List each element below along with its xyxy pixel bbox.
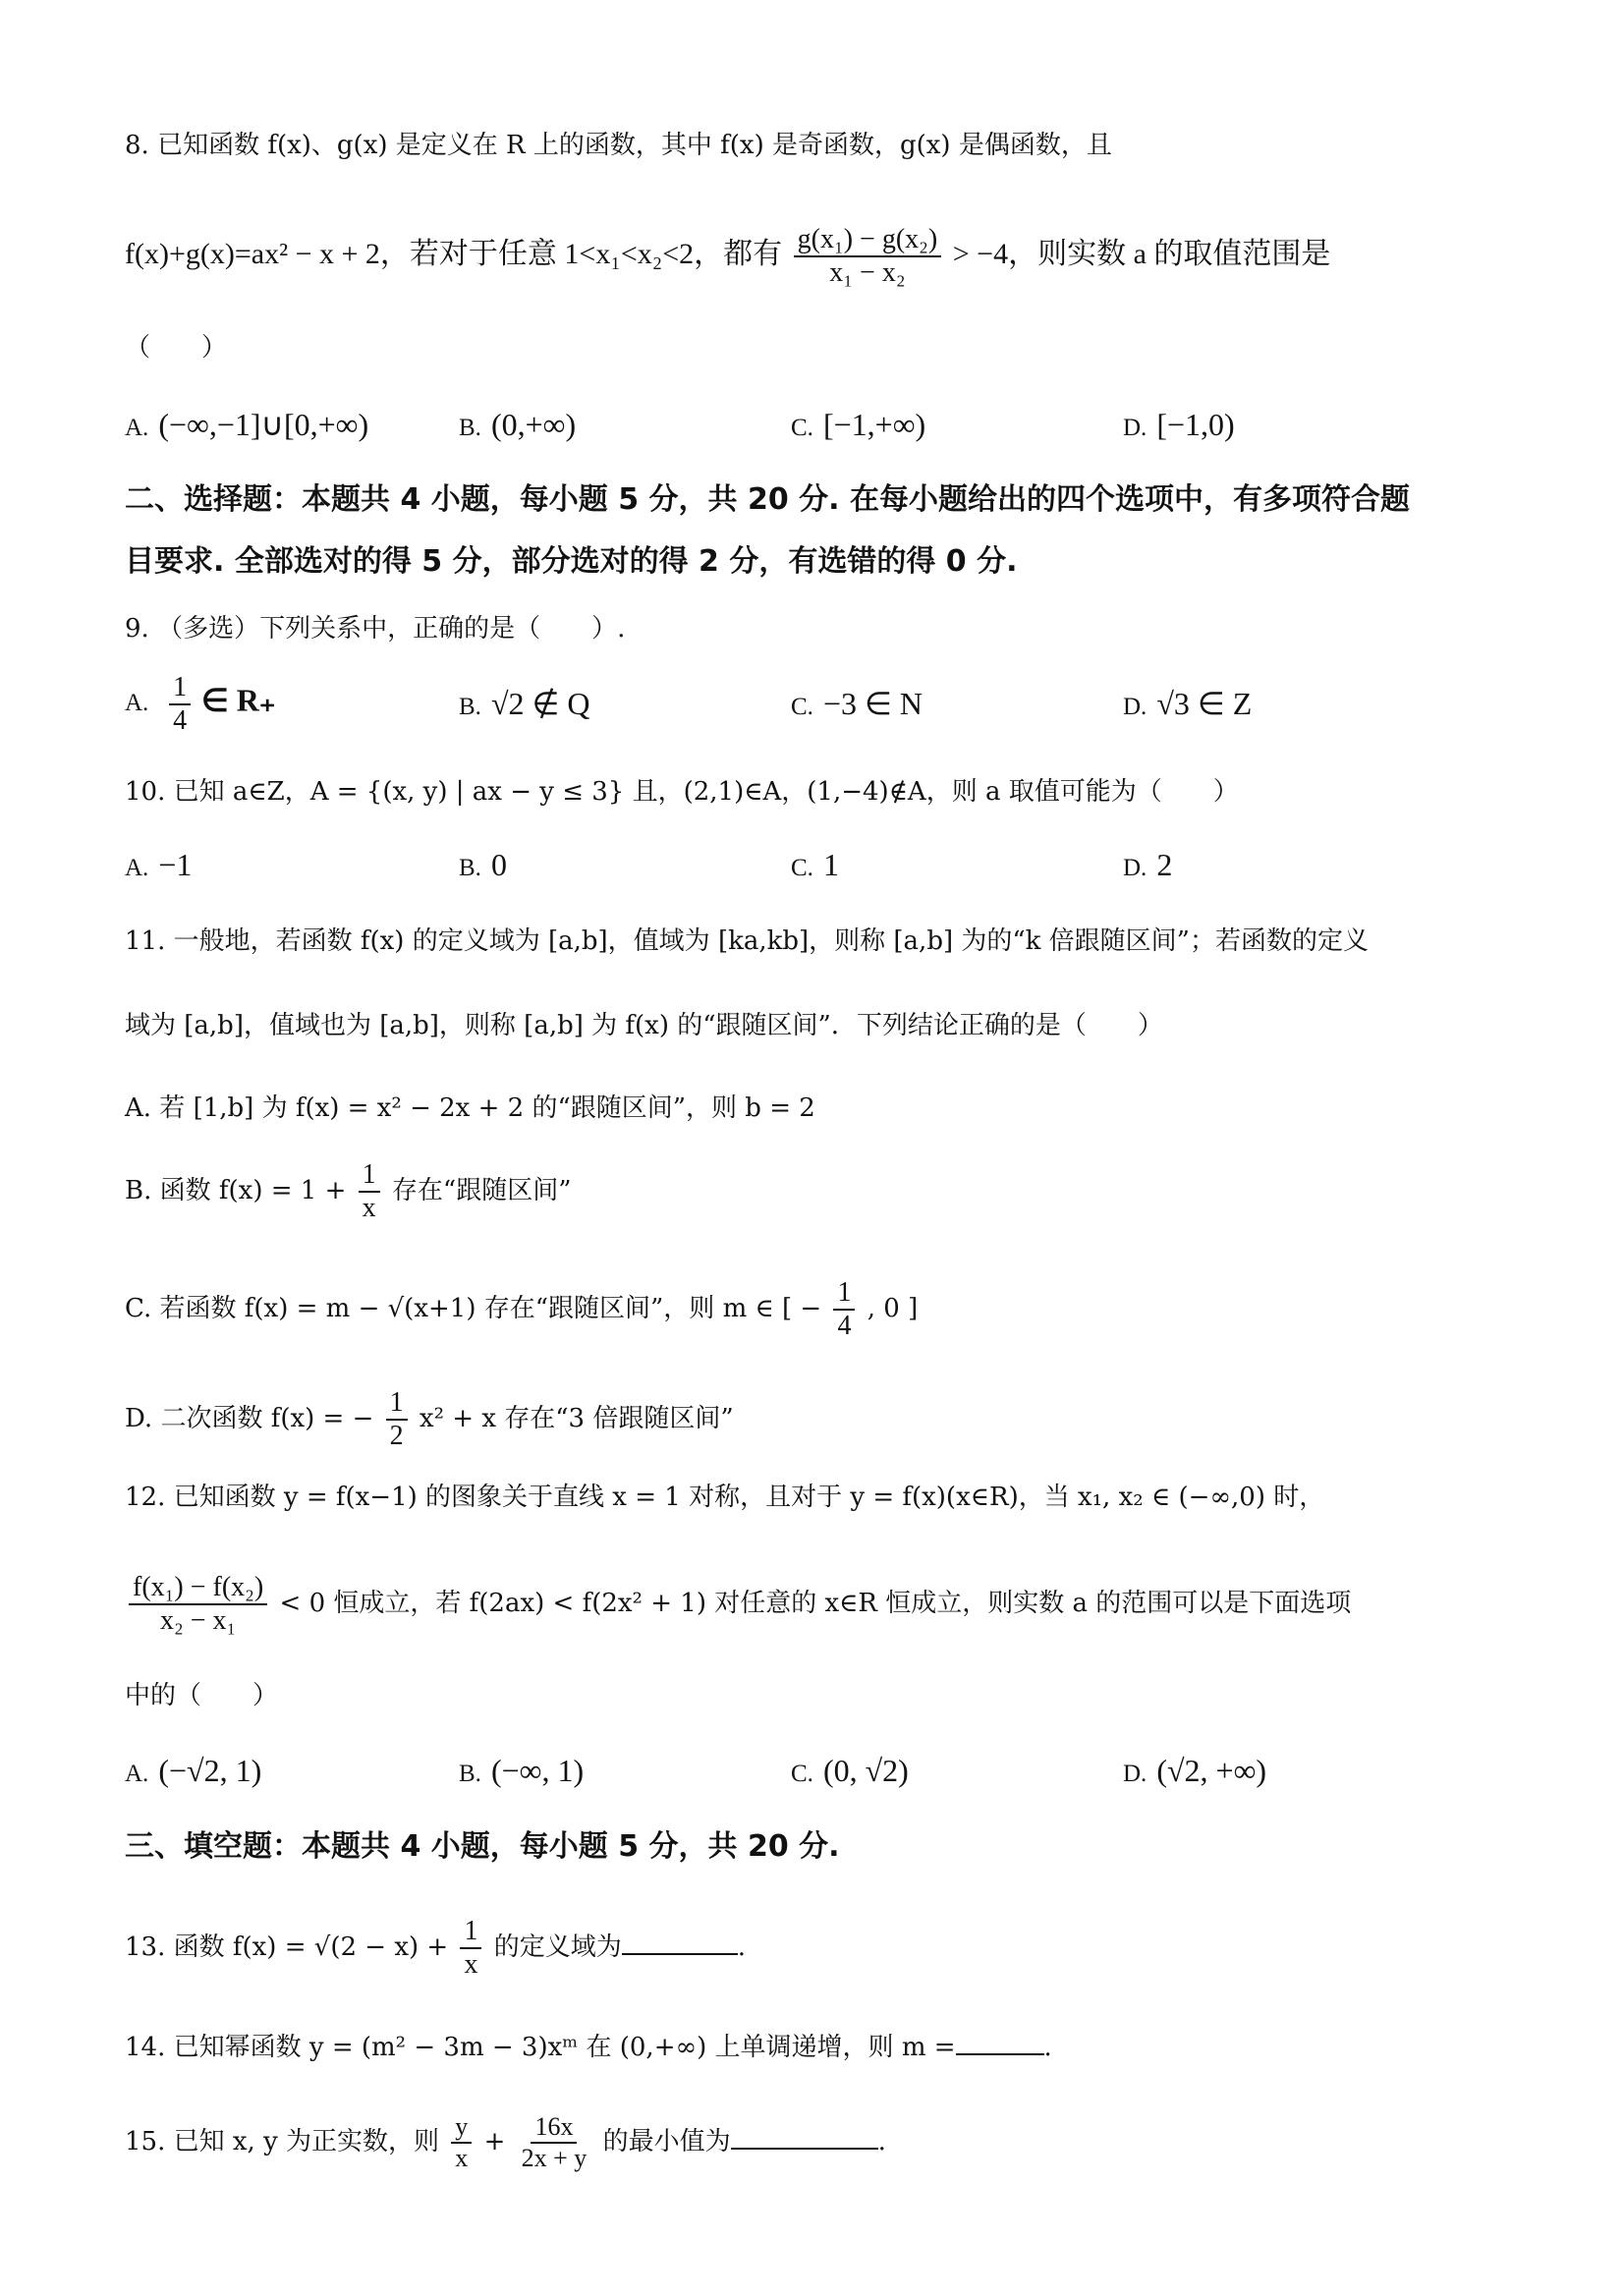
option-text: (−√2, 1) bbox=[158, 1753, 262, 1788]
q14-answer-blank[interactable] bbox=[956, 2051, 1044, 2055]
option-text: 1 bbox=[822, 847, 839, 882]
frac-den: 4 bbox=[173, 705, 188, 737]
frac-num: 1 bbox=[833, 1277, 855, 1311]
option-label: C. bbox=[791, 1761, 813, 1787]
q8-line2-head: f(x)+g(x)=ax² − x + 2，若对于任意 1<x₁<x₂<2，都有 bbox=[125, 238, 783, 271]
q11-option-b[interactable] bbox=[125, 1159, 1520, 1224]
option-text: (√2, +∞) bbox=[1156, 1753, 1267, 1788]
option-text: (−∞,−1]∪[0,+∞) bbox=[158, 407, 369, 442]
q12-line2-tail: < 0 恒成立，若 f(2ax) < f(2x² + 1) 对任意的 x∈R 恒成立，则实数 a 的范围可以是下面选项 bbox=[279, 1589, 1352, 1619]
frac-den: 2x + y bbox=[521, 2143, 588, 2172]
frac-num: 1 bbox=[460, 1916, 481, 1949]
q12-line2 bbox=[125, 1572, 1520, 1637]
q8-line2-tail: > −4，则实数 a 的取值范围是 bbox=[952, 238, 1331, 271]
q12-line3: 中的（ ） bbox=[125, 1681, 279, 1710]
q13-end: . bbox=[737, 1932, 747, 1963]
q15-fraction-2 bbox=[518, 2112, 591, 2173]
frac-num: 1 bbox=[359, 1159, 380, 1193]
q10-option-a[interactable] bbox=[125, 843, 192, 890]
q9-option-c[interactable] bbox=[791, 682, 923, 729]
option-label: B. bbox=[459, 415, 481, 441]
option-text: √2 ∉ Q bbox=[490, 686, 590, 721]
q15-end: . bbox=[877, 2126, 886, 2156]
q13-head: 13. 函数 f(x) = √(2 − x) + bbox=[125, 1932, 449, 1963]
q11-d-fraction bbox=[386, 1387, 408, 1452]
q14-end: . bbox=[1043, 2033, 1052, 2062]
q12-option-d[interactable] bbox=[1123, 1749, 1266, 1796]
frac-den: x₂ − x₁ bbox=[159, 1605, 237, 1637]
q9-a-fraction bbox=[169, 672, 191, 737]
option-label: A. bbox=[125, 855, 149, 881]
option-label: D. bbox=[1123, 694, 1147, 720]
q15 bbox=[125, 2112, 1520, 2173]
q13 bbox=[125, 1916, 1520, 1981]
option-label: C. bbox=[791, 415, 813, 441]
option-label: D. bbox=[1123, 1761, 1147, 1787]
option-head: B. 函数 f(x) = 1 + bbox=[125, 1176, 347, 1206]
q10-option-d[interactable] bbox=[1123, 843, 1172, 890]
q10-stem: 10. 已知 a∈Z，A = {(x, y) | ax − y ≤ 3} 且，(2,1)∈A，(1,−4)∉A，则 a 取值可能为（ ） bbox=[125, 777, 1239, 807]
option-head: D. 二次函数 f(x) = − bbox=[125, 1404, 374, 1434]
q11-c-fraction bbox=[833, 1277, 855, 1342]
option-text: √3 ∈ Z bbox=[1156, 686, 1253, 721]
q9-option-d[interactable] bbox=[1123, 682, 1252, 729]
option-tail: x² + x 存在“3 倍跟随区间” bbox=[419, 1404, 734, 1434]
option-label: D. bbox=[1123, 415, 1147, 441]
option-text: 2 bbox=[1156, 847, 1173, 882]
q11-option-c[interactable] bbox=[125, 1277, 1520, 1342]
option-label: C. bbox=[791, 694, 813, 720]
option-text: ∈ R₊ bbox=[200, 682, 276, 718]
q12-line1: 12. 已知函数 y = f(x−1) 的图象关于直线 x = 1 对称，且对于 y = f(x)(x∈R)，当 x₁, x₂ ∈ (−∞,0) 时， bbox=[125, 1483, 1325, 1512]
q13-answer-blank[interactable] bbox=[622, 1951, 738, 1955]
frac-den: x bbox=[464, 1949, 478, 1981]
q15-plus: + bbox=[483, 2126, 506, 2156]
frac-den: 2 bbox=[389, 1421, 404, 1452]
q15-fraction-1 bbox=[451, 2112, 472, 2173]
q12-option-b[interactable] bbox=[459, 1749, 584, 1796]
frac-num: 1 bbox=[386, 1387, 408, 1421]
frac-den: x bbox=[362, 1193, 376, 1224]
q8-line2 bbox=[125, 224, 1520, 289]
option-label: D. bbox=[1123, 855, 1147, 881]
q11-line2: 域为 [a,b]，值域也为 [a,b]，则称 [a,b] 为 f(x) 的“跟随区间”．下列结论正确的是（ ） bbox=[125, 1011, 1163, 1040]
option-label: A. bbox=[125, 690, 149, 717]
option-text: −1 bbox=[158, 847, 193, 882]
option-text: [−1,0) bbox=[1156, 407, 1235, 442]
q9-stem: 9. （多选）下列关系中，正确的是（ ）. bbox=[125, 614, 626, 644]
option-label: B. bbox=[459, 694, 481, 720]
q13-fraction bbox=[460, 1916, 481, 1981]
q12-fraction bbox=[129, 1572, 267, 1637]
option-label: B. bbox=[459, 855, 481, 881]
option-text: (0, √2) bbox=[822, 1753, 909, 1788]
q8-line1: 8. 已知函数 f(x)、g(x) 是定义在 R 上的函数，其中 f(x) 是奇函数，g(x) 是偶函数，且 bbox=[125, 131, 1112, 160]
q9-option-b[interactable] bbox=[459, 682, 589, 729]
q8-option-b[interactable] bbox=[459, 403, 576, 450]
option-label: A. bbox=[125, 1761, 149, 1787]
q15-answer-blank[interactable] bbox=[731, 2146, 878, 2150]
option-label: A. bbox=[125, 415, 149, 441]
option-label: C. bbox=[791, 855, 813, 881]
option-head: C. 若函数 f(x) = m − √(x+1) 存在“跟随区间”，则 m ∈ [ − bbox=[125, 1294, 822, 1324]
q11-option-a[interactable]: A. 若 [1,b] 为 f(x) = x² − 2x + 2 的“跟随区间”，则 b = 2 bbox=[125, 1093, 815, 1123]
q12-option-a[interactable] bbox=[125, 1749, 261, 1796]
q10-option-b[interactable] bbox=[459, 843, 507, 890]
section-2-title-line1: 二、选择题：本题共 4 小题，每小题 5 分，共 20 分. 在每小题给出的四个选项中，有多项符合题 bbox=[125, 482, 1411, 517]
frac-den: 4 bbox=[837, 1311, 852, 1342]
q12-option-c[interactable] bbox=[791, 1749, 909, 1796]
q8-paren: （ ） bbox=[125, 333, 228, 363]
q8-option-d[interactable] bbox=[1123, 403, 1235, 450]
q15-tail: 的最小值为 bbox=[602, 2126, 731, 2156]
q15-head: 15. 已知 x, y 为正实数，则 bbox=[125, 2126, 440, 2156]
q13-tail: 的定义域为 bbox=[493, 1932, 622, 1963]
q8-frac-num: g(x₁) − g(x₂) bbox=[794, 224, 942, 257]
q11-option-d[interactable] bbox=[125, 1387, 1520, 1452]
q8-fraction bbox=[794, 224, 942, 289]
frac-num: y bbox=[451, 2112, 472, 2144]
option-tail: , 0 ] bbox=[867, 1294, 919, 1324]
q10-option-c[interactable] bbox=[791, 843, 839, 890]
frac-num: 1 bbox=[169, 672, 191, 705]
section-2-title-line2: 目要求. 全部选对的得 5 分，部分选对的得 2 分，有选错的得 0 分. bbox=[125, 544, 1018, 579]
option-text: (0,+∞) bbox=[490, 407, 577, 442]
frac-num: f(x₁) − f(x₂) bbox=[129, 1572, 267, 1605]
option-tail: 存在“跟随区间” bbox=[391, 1176, 572, 1206]
frac-num: 16x bbox=[531, 2112, 577, 2144]
q14 bbox=[125, 2028, 1520, 2067]
option-label: B. bbox=[459, 1761, 481, 1787]
q8-option-a[interactable] bbox=[125, 403, 368, 450]
q8-frac-den: x₁ − x₂ bbox=[829, 257, 906, 289]
q9-option-a[interactable] bbox=[125, 672, 276, 737]
option-text: (−∞, 1) bbox=[490, 1753, 585, 1788]
q11-line1: 11. 一般地，若函数 f(x) 的定义域为 [a,b]，值域为 [ka,kb]，则称 [a,b] 为的“k 倍跟随区间”；若函数的定义 bbox=[125, 926, 1369, 956]
option-text: 0 bbox=[490, 847, 507, 882]
q11-b-fraction bbox=[359, 1159, 380, 1224]
frac-den: x bbox=[455, 2143, 469, 2172]
option-text: −3 ∈ N bbox=[822, 686, 923, 721]
q8-option-c[interactable] bbox=[791, 403, 925, 450]
section-3-title: 三、填空题：本题共 4 小题，每小题 5 分，共 20 分. bbox=[125, 1829, 840, 1864]
q14-text: 14. 已知幂函数 y = (m² − 3m − 3)xᵐ 在 (0,+∞) 上单调递增，则 m = bbox=[125, 2033, 956, 2062]
option-text: [−1,+∞) bbox=[822, 407, 926, 442]
